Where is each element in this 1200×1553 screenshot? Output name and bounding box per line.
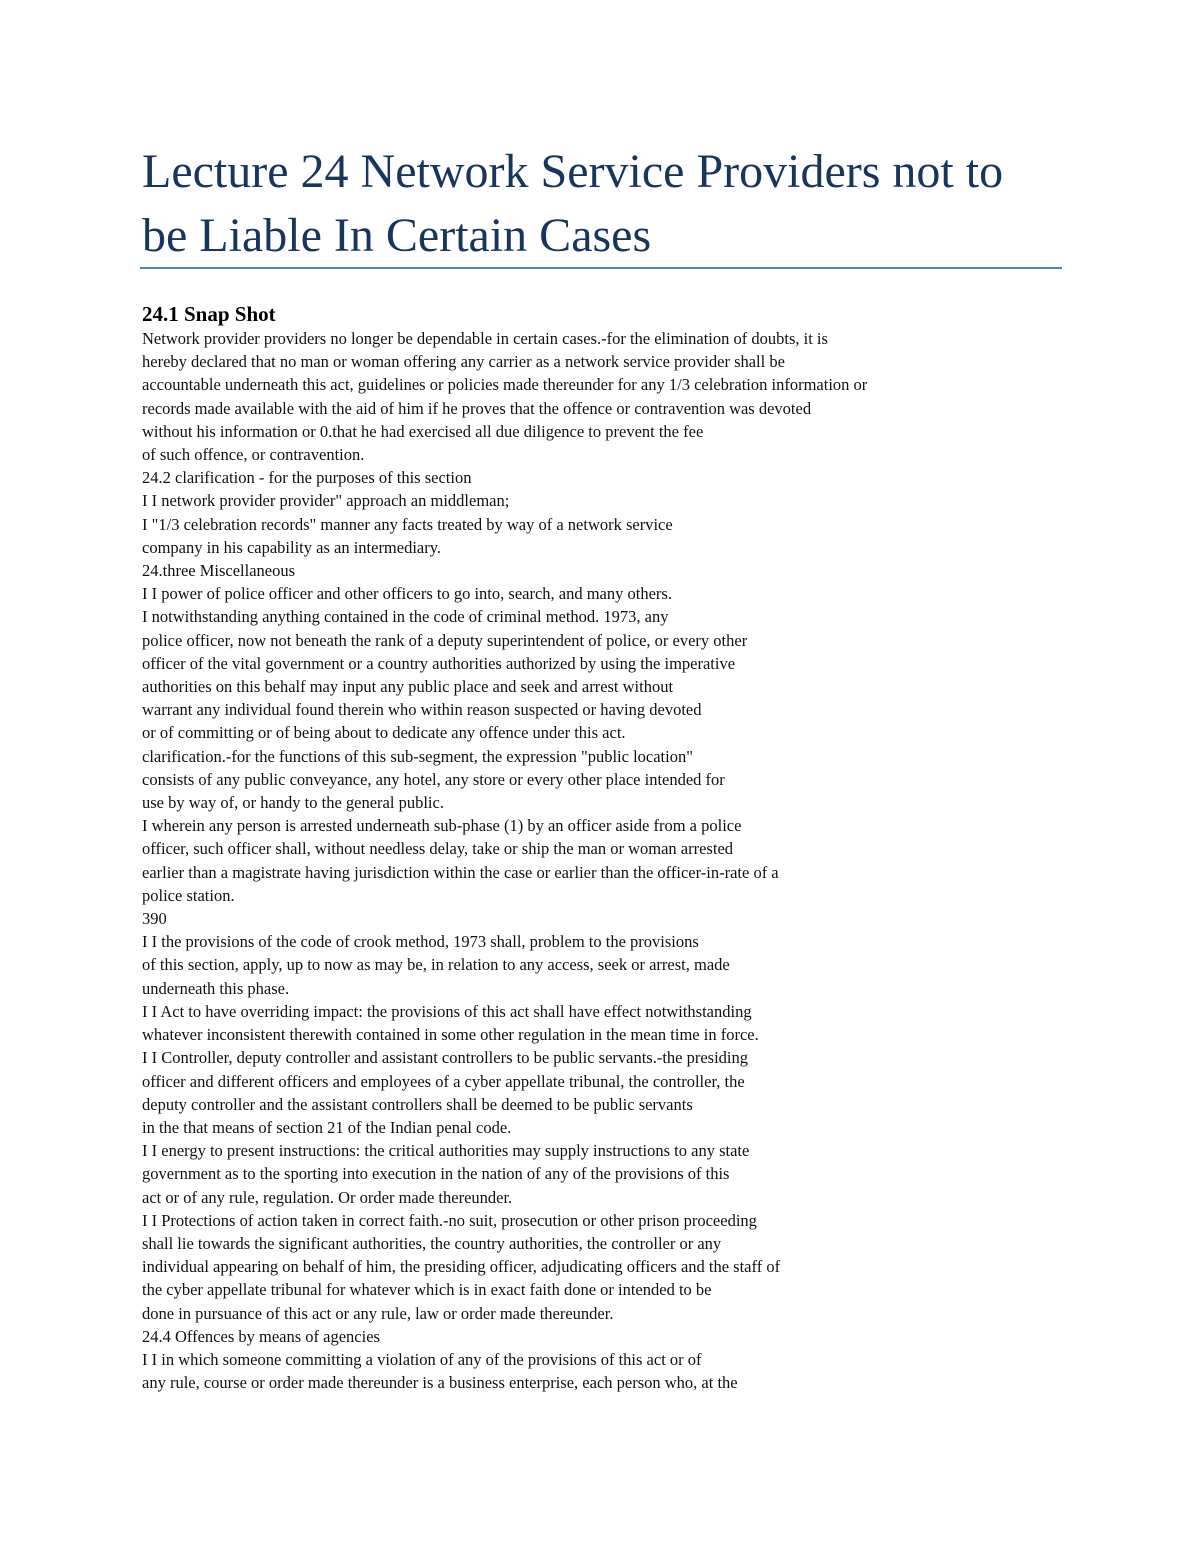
text-line: I I energy to present instructions: the critical authorities may supply instructions to any state (142, 1141, 750, 1161)
body-text (142, 327, 1082, 1394)
text-line: the cyber appellate tribunal for whatever which is in exact faith done or intended to be (142, 1280, 712, 1300)
text-line: act or of any rule, regulation. Or order made thereunder. (142, 1187, 513, 1207)
text-line: 24.4 Offences by means of agencies (142, 1326, 380, 1346)
text-line: police station. (142, 885, 235, 905)
text-line: I I the provisions of the code of crook method, 1973 shall, problem to the provisions (142, 932, 699, 952)
text-line: use by way of, or handy to the general public. (142, 793, 444, 813)
text-line: I I Protections of action taken in correct faith.-no suit, prosecution or other prison proceeding (142, 1210, 757, 1230)
title-underline (140, 267, 1062, 269)
text-line: individual appearing on behalf of him, the presiding officer, adjudicating officers and the staff of (142, 1257, 781, 1277)
text-line: police officer, now not beneath the rank of a deputy superintendent of police, or every other (142, 630, 748, 650)
text-line: done in pursuance of this act or any rule, law or order made thereunder. (142, 1303, 614, 1323)
text-line: I I network provider provider" approach an middleman; (142, 491, 510, 511)
text-line: I I Act to have overriding impact: the provisions of this act shall have effect notwithstanding (142, 1001, 752, 1021)
text-line: in the that means of section 21 of the Indian penal code. (142, 1117, 512, 1137)
section-heading: 24.1 Snap Shot (142, 302, 276, 326)
text-line: earlier than a magistrate having jurisdiction within the case or earlier than the officer-in-rate of a (142, 862, 779, 882)
text-line: 24.2 clarification - for the purposes of this section (142, 468, 472, 488)
text-line: without his information or 0.that he had exercised all due diligence to prevent the fee (142, 421, 704, 441)
text-line: authorities on this behalf may input any public place and seek and arrest without (142, 677, 674, 697)
text-line: I I Controller, deputy controller and assistant controllers to be public servants.-the presiding (142, 1048, 749, 1068)
text-line: Network provider providers no longer be dependable in certain cases.-for the elimination of doubts, it is (142, 329, 828, 348)
text-line: I I in which someone committing a violation of any of the provisions of this act or of (142, 1349, 702, 1369)
text-line: accountable underneath this act, guidelines or policies made thereunder for any 1/3 celebration information or (142, 375, 868, 395)
text-line: 390 (142, 909, 167, 929)
text-line: whatever inconsistent therewith contained in some other regulation in the mean time in force. (142, 1025, 759, 1045)
text-line: officer, such officer shall, without needless delay, take or ship the man or woman arrested (142, 839, 734, 859)
text-line: I wherein any person is arrested underneath sub-phase (1) by an officer aside from a police (142, 816, 742, 836)
text-line: of such offence, or contravention. (142, 445, 365, 465)
text-line: hereby declared that no man or woman offering any carrier as a network service provider shall be (142, 352, 785, 372)
text-line: I I power of police officer and other officers to go into, search, and many others. (142, 584, 672, 604)
text-line: or of committing or of being about to dedicate any offence under this act. (142, 723, 626, 743)
text-line: officer of the vital government or a country authorities authorized by using the imperative (142, 653, 736, 673)
text-line: of this section, apply, up to now as may be, in relation to any access, seek or arrest, made (142, 955, 730, 975)
text-line: 24.three Miscellaneous (142, 561, 296, 581)
text-line: clarification.-for the functions of this sub-segment, the expression "public location" (142, 746, 693, 766)
text-line: company in his capability as an intermediary. (142, 537, 442, 557)
text-line: shall lie towards the significant authorities, the country authorities, the controller or any (142, 1233, 722, 1253)
text-line: warrant any individual found therein who within reason suspected or having devoted (142, 700, 702, 720)
text-line: government as to the sporting into execution in the nation of any of the provisions of this (142, 1164, 730, 1184)
text-line: consists of any public conveyance, any hotel, any store or every other place intended for (142, 769, 725, 789)
page-title: Lecture 24 Network Service Providers not to be Liable In Certain Cases (142, 145, 1004, 262)
text-line: records made available with the aid of him if he proves that the offence or contravention was devoted (142, 398, 812, 418)
text-line: any rule, course or order made thereunder is a business enterprise, each person who, at the (142, 1373, 738, 1393)
text-line: I notwithstanding anything contained in the code of criminal method. 1973, any (142, 607, 669, 627)
text-line: underneath this phase. (142, 978, 290, 998)
text-line: officer and different officers and employees of a cyber appellate tribunal, the controller, the (142, 1071, 745, 1091)
text-line: deputy controller and the assistant controllers shall be deemed to be public servants (142, 1094, 693, 1114)
text-line: I "1/3 celebration records" manner any facts treated by way of a network service (142, 514, 673, 534)
